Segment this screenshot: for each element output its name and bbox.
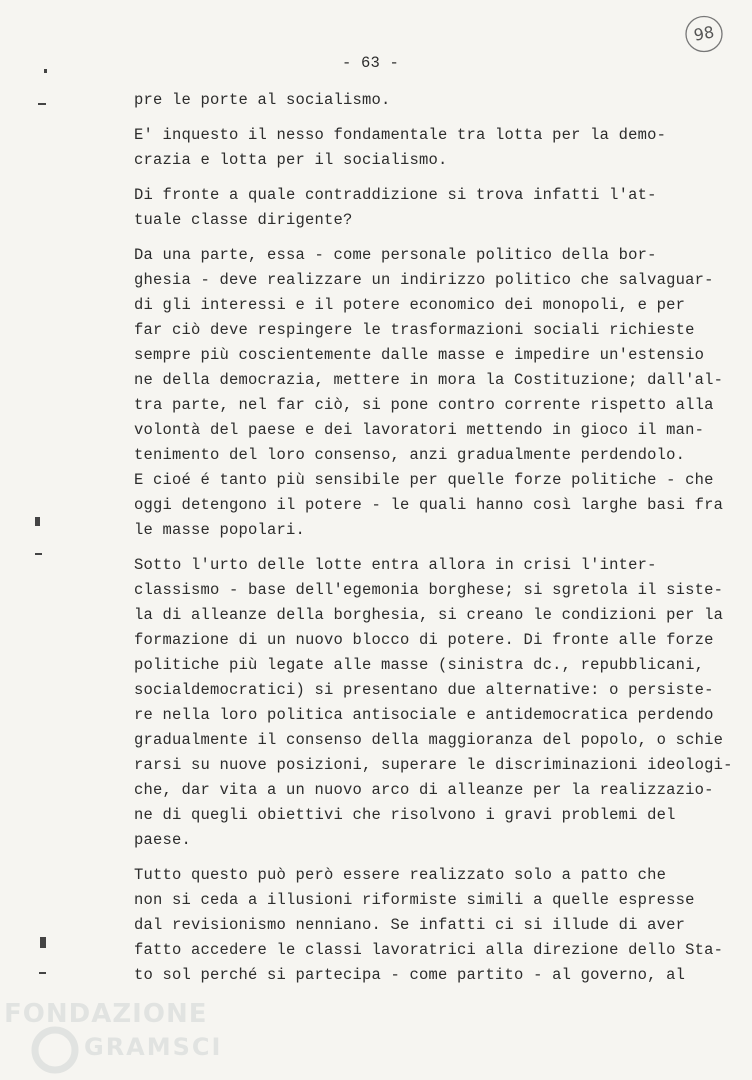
text-line: tenimento del loro consenso, anzi gradualmente perdendolo. — [134, 446, 686, 464]
text-line: volontà del paese e dei lavoratori mettendo in gioco il man- — [134, 421, 705, 439]
text-line: Tutto questo può però essere realizzato solo a patto che — [134, 866, 667, 884]
text-line: rarsi su nuove posizioni, superare le discriminazioni ideologi- — [134, 756, 733, 774]
margin-mark — [38, 103, 46, 105]
text-line: politiche più legate alle masse (sinistra dc., repubblicani, — [134, 656, 705, 674]
margin-mark — [44, 69, 47, 73]
body-text — [134, 88, 733, 988]
text-line: non si ceda a illusioni riformiste simili a quelle espresse — [134, 891, 695, 909]
text-line: le masse popolari. — [134, 521, 306, 539]
folio-number: 98 — [692, 22, 716, 45]
watermark-line-1: FONDAZIONE — [4, 999, 208, 1029]
text-line: E cioé é tanto più sensibile per quelle forze politiche - che — [134, 471, 714, 489]
text-line: ghesia - deve realizzare un indirizzo politico che salvaguar- — [134, 271, 714, 289]
margin-mark — [40, 937, 46, 948]
text-line: di gli interessi e il potere economico dei monopoli, e per — [134, 296, 686, 314]
text-line: far ciò deve respingere le trasformazioni sociali richieste — [134, 321, 695, 339]
text-line: crazia e lotta per il socialismo. — [134, 151, 448, 169]
margin-mark — [39, 972, 46, 974]
watermark-g-icon — [30, 1025, 80, 1075]
text-line: Sotto l'urto delle lotte entra allora in crisi l'inter- — [134, 556, 657, 574]
text-line: ne di quegli obiettivi che risolvono i gravi problemi del — [134, 806, 676, 824]
text-line: re nella loro politica antisociale e antidemocratica perdendo — [134, 706, 714, 724]
text-line: la di alleanze della borghesia, si creano le condizioni per la — [134, 606, 724, 624]
text-line: fatto accedere le classi lavoratrici alla direzione dello Sta- — [134, 941, 724, 959]
text-line: Da una parte, essa - come personale politico della bor- — [134, 246, 657, 264]
text-line: gradualmente il consenso della maggioranza del popolo, o schie — [134, 731, 724, 749]
text-line: sempre più coscientemente dalle masse e impedire un'estensio — [134, 346, 705, 364]
text-line: oggi detengono il potere - le quali hanno così larghe basi fra — [134, 496, 724, 514]
text-line: tuale classe dirigente? — [134, 211, 353, 229]
text-line: ne della democrazia, mettere in mora la Costituzione; dall'al- — [134, 371, 724, 389]
text-line: E' inquesto il nesso fondamentale tra lotta per la demo- — [134, 126, 667, 144]
text-line: paese. — [134, 831, 192, 849]
text-line: pre le porte al socialismo. — [134, 91, 391, 109]
text-line: classismo - base dell'egemonia borghese; si sgretola il siste- — [134, 581, 724, 599]
text-line: tra parte, nel far ciò, si pone contro corrente rispetto alla — [134, 396, 714, 414]
text-line: to sol perché si partecipa - come partito - al governo, al — [134, 966, 686, 984]
folio-stamp — [684, 14, 724, 54]
text-line: formazione di un nuovo blocco di potere. Di fronte alle forze — [134, 631, 714, 649]
text-line: Di fronte a quale contraddizione si trova infatti l'at- — [134, 186, 657, 204]
text-line: socialdemocratici) si presentano due alternative: o persiste- — [134, 681, 714, 699]
text-line: dal revisionismo nenniano. Se infatti ci si illude di aver — [134, 916, 686, 934]
watermark-line-2: GRAMSCI — [84, 1033, 223, 1061]
text-line: che, dar vita a un nuovo arco di alleanze per la realizzazio- — [134, 781, 714, 799]
page-number: - 63 - — [342, 54, 400, 72]
margin-mark — [35, 517, 40, 526]
archive-watermark — [0, 995, 260, 1080]
margin-mark — [35, 553, 42, 555]
